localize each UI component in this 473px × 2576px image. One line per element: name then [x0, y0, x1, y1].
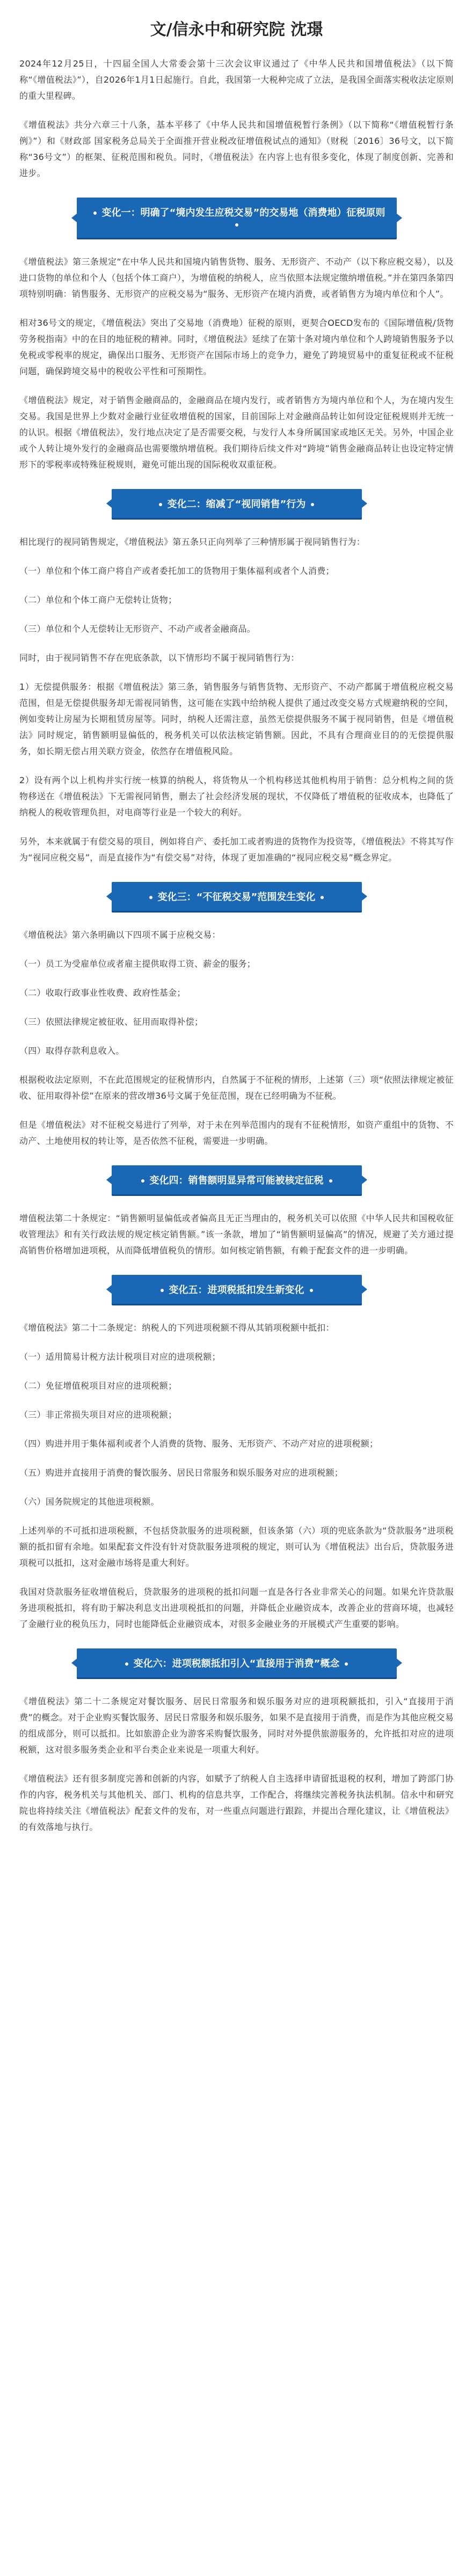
section-heading-2 — [112, 489, 362, 518]
section-paragraph: 1）无偿提供服务：根据《增值税法》第三条，销售服务与销售货物、无形资产、不动产都属于增值税应税交易范围，但是无偿提供服务却无需视同销售，这可能在实践中给纳税人提供了通过改变交易方式规避纳税的空间，例如变转让房屋为长期租赁房屋等。同时，纳税人还需注意，虽然无偿提供服务不属于视同销售，但是《增值税法》同时规定，销售额明显偏低的，税务机关可以依法核定销售额。因此，不具有合理商业目的的无偿提供服务，如长期无偿占用关联方资金，依然存在增值税风险。 — [19, 682, 454, 756]
list-item: （四）取得存款利息收入。 — [19, 1046, 125, 1056]
list-item: （一）员工为受雇单位或者雇主提供取得工资、薪金的服务； — [19, 959, 256, 969]
section-heading-5 — [112, 1275, 362, 1304]
list-item: （四）购进并用于集体福利或者个人消费的货物、服务、无形资产、不动产对应的进项税额； — [19, 1439, 379, 1449]
bullet-dot-icon — [159, 503, 162, 506]
section-paragraph: 《增值税法》第三条规定“在中华人民共和国境内销售货物、服务、无形资产、不动产（以下称应税交易），以及进口货物的单位和个人（包括个体工商户），为增值税的纳税人，应当依照本法规定缴纳增值税。”并在第四条第四项特别明确：销售服务、无形资产的应税交易为“服务、无形资产在境内消费，或者销售方为境内单位和个人”。 — [19, 257, 454, 299]
list-item: （三）单位和个人无偿转让无形资产、不动产或者金融商品。 — [19, 624, 256, 634]
list-item: （二）收取行政事业性收费、政府性基金； — [19, 988, 186, 998]
section-heading-text: 变化六：进项税额抵扣引入“直接用于消费”概念 — [133, 1658, 340, 1669]
bullet-dot-icon — [125, 1662, 128, 1666]
list-item: （三）非正常损失项目对应的进项税额； — [19, 1410, 177, 1420]
section-paragraph: 《增值税法》第二十二条规定对餐饮服务、居民日常服务和娱乐服务对应的进项税额抵扣，引入“直接用于消费”的概念。对于企业购买餐饮服务、居民日常服务和娱乐服务，如果不是直接用于消费，而是作为其他应税交易的组成部分，则可以抵扣。比如旅游企业为游客采购餐饮服务，同时对外提供旅游服务的，允许抵扣对应的进项税额，这对很多服务类企业和平台类企业来说是一项重大利好。 — [19, 1696, 454, 1755]
bullet-dot-icon — [329, 1179, 332, 1183]
section-paragraph: 相比现行的视同销售规定，《增值税法》第五条只正向列举了三种情形属于视同销售行为： — [19, 537, 366, 547]
list-item: （二）免征增值税项目对应的进项税额； — [19, 1381, 177, 1391]
section-paragraph: 《增值税法》第二十二条规定：纳税人的下列进项税额不得从其销项税额中抵扣： — [19, 1323, 334, 1333]
section-heading-6 — [77, 1648, 397, 1677]
list-item: （二）单位和个体工商户无偿转让货物； — [19, 595, 177, 605]
bullet-dot-icon — [149, 896, 152, 899]
list-item: （五）购进并直接用于消费的餐饮服务、居民日常服务和娱乐服务对应的进项税额； — [19, 1468, 344, 1478]
bullet-dot-icon — [345, 1662, 348, 1666]
section-paragraph: 相对36号文的规定，《增值税法》突出了交易地（消费地）征税的原则，更契合OECD发布的《国际增值税/货物劳务税指南》中的在目的地征税的精神。同时，《增值税法》延续了在第十条对境内单位和个人跨境销售服务予以免税或零税率的规定，确保出口服务、无形资产在国际市场上的竞争力，避免了跨境贸易中的重复征税或不征税问题，确保跨境交易中的税收公平性和可预期性。 — [19, 318, 454, 376]
section-heading-4 — [112, 1165, 362, 1194]
bullet-dot-icon — [93, 211, 97, 215]
section-paragraph: 另外，本来就属于有偿交易的项目，例如将自产、委托加工或者购进的货物作为投资等，《增值税法》不将其写作为“视同应税交易”，而是直接作为“有偿交易”对待，体现了更加准确的“视同应税交易”概念界定。 — [19, 836, 454, 863]
section-paragraph: 《增值税法》第六条明确以下四项不属于应税交易： — [19, 930, 221, 940]
bullet-dot-icon — [321, 896, 324, 899]
section-paragraph: 同时，由于视同销售不存在兜底条款，以下情形均不属于视同销售行为： — [19, 653, 300, 663]
bullet-dot-icon — [310, 1289, 313, 1292]
bullet-dot-icon — [161, 1289, 164, 1292]
section-paragraph: 《增值税法》规定，对于销售金融商品的，金融商品在境内发行，或者销售方为境内单位和个人，为在境内发生交易。我国是世界上少数对金融行业征收增值税的国家，目前国际上对金融商品转让如何设定征税规则并无统一的认识。根据《增值税法》，发行地点决定了是否需要交税，与发行人本身所属国家或地区无关。另外，中国企业或个人转让境外发行的金融商品也需要缴纳增值税。我们期待后续文件对“跨境”销售金融商品转让也设定特定情形下的零税率或特殊征税规则，避免可能出现的国际税收双重征税。 — [19, 395, 454, 470]
section-paragraph: 《增值税法》还有很多制度完善和创新的内容，如赋予了纳税人自主选择申请留抵退税的权利，增加了跨部门协作的内容，税务机关与其他机关、部门、机构的信息共享，工作配合，将继续完善税务执法机制。信永中和研究院也将持续关注《增值税法》配套文件的发布，对一些重点问题进行跟踪，并提出合理化建议，让《增值税法》的有效落地与执行。 — [19, 1774, 454, 1832]
section-paragraph: 增值税法第二十条规定：“销售额明显偏低或者偏高且无正当理由的，税务机关可以依照《中华人民共和国税收征收管理法》和有关行政法规的规定核定销售额。”该一条款，增加了“销售额明显偏高”的情况，规避了关方通过提高销售价格增加进项税，从而降低增值税负的情形。如何核定销售额，有赖于配套文件的进一步明确。 — [19, 1213, 454, 1256]
section-heading-1 — [77, 198, 397, 238]
section-heading-text: 变化五：进项税抵扣发生新变化 — [169, 1285, 304, 1296]
section-paragraph: 我国对贷款服务征收增值税后，贷款服务的进项税的抵扣问题一直是各行各业非常关心的问题。如果允许贷款服务进项税抵扣，将有助于解决利息支出进项税抵扣的问题，并降低企业融资成本，改善企业的营商环境，也减轻了金融行业的税负压力，同时也能降低企业融资成本，对很多金融业务的开展模式产生重要的影响。 — [19, 1587, 454, 1629]
section-paragraph: 但是《增值税法》对不征税交易进行了列举，对于未在列举范围内的现有不征税情形，如资产重组中的货物、不动产、土地使用权的转让等，是否依然不征税，需要进一步明确。 — [19, 1120, 454, 1146]
bullet-dot-icon — [311, 503, 314, 506]
intro-paragraph: 《增值税法》共分六章三十八条，基本平移了《中华人民共和国增值税暂行条例》（以下简称“《增值税暂行条例》”）和《财政部 国家税务总局关于全面推开营业税改征增值税试点的通知》（财税〔2016〕36号文，以下简称“36号文”）的框架、征税范围和税负。同时，《增值税法》在内容上也有很多变化，体现了制度创新、完善和进步。 — [19, 120, 454, 178]
list-item: （三）依照法律规定被征收、征用而取得补偿； — [19, 1017, 203, 1027]
article-title: 文/信永中和研究院 沈璟 — [150, 20, 323, 39]
section-heading-text: 变化二：缩减了“视同销售”行为 — [167, 499, 306, 510]
list-item: （一）适用简易计税方法计税项目对应的进项税额； — [19, 1352, 221, 1362]
section-paragraph: 上述列举的不可抵扣进项税额，不包括贷款服务的进项税额，但该条第（六）项的兜底条款为“贷款服务”进项税额的抵扣留有余地。如果配套文件没有针对贷款服务进项税的规定，则可认为《增值税法》出台后，贷款服务进项税可以抵扣，这对金融市场将是重大利好。 — [19, 1526, 454, 1568]
list-item: （六）国务院规定的其他进项税额。 — [19, 1497, 159, 1507]
section-heading-text: 变化四：销售额明显异常可能被核定征税 — [149, 1175, 324, 1186]
section-heading-text: 变化一：明确了“境内发生应税交易”的交易地（消费地）征税原则 — [101, 207, 385, 218]
list-item: （一）单位和个体工商户将自产或者委托加工的货物用于集体福利或者个人消费； — [19, 566, 334, 576]
section-paragraph: 根据税收法定原则，不在此范围规定的征税情形内，自然属于不征税的情形，上述第（三）项“依照法律规定被征收、征用取得补偿”在原来的营改增36号文属于免征范围，现在已经明确为不征税。 — [19, 1075, 454, 1101]
section-heading-3 — [112, 882, 362, 911]
bullet-dot-icon — [235, 223, 238, 227]
bullet-dot-icon — [141, 1179, 144, 1183]
section-paragraph: 2）设有两个以上机构并实行统一核算的纳税人，将货物从一个机构移送其他机构用于销售：总分机构之间的货物移送在《增值税法》下无需视同销售，删去了社会经济发展的现状，不仅降低了增值税的征收成本，也降低了纳税人的税收管理负担，对电商等行业是一个较大的利好。 — [19, 775, 454, 818]
section-heading-text: 变化三：“不征税交易”范围发生变化 — [157, 892, 316, 903]
intro-paragraph: 2024年12月25日，十四届全国人大常委会第十三次会议审议通过了《中华人民共和国增值税法》（以下简称“《增值税法》”），自2026年1月1日起施行。自此，我国第一大税种完成了立法，是我国全面落实税收法定原则的重大里程碑。 — [19, 59, 454, 101]
